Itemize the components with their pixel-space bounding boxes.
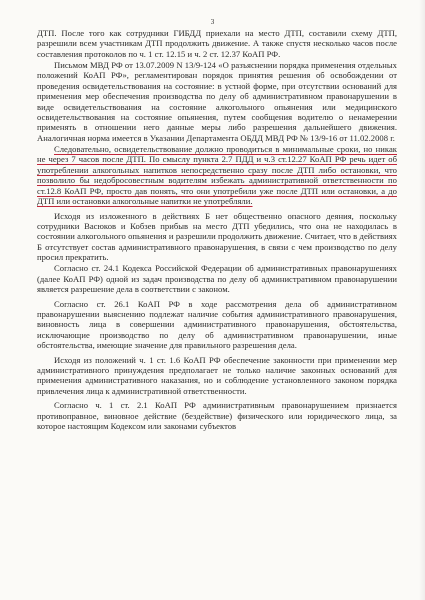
paragraph-2: Письмом МВД РФ от 13.07.2009 N 13/9-124 «О разъяснении порядка применения отдельных положений КоАП РФ», регламентирован порядок принятия решения об освобождении от проведения освидетельствования на состояние: в устной форме, при отсутствии оснований для применения мер обеспечения производства по делу об административном правонарушении в виде освидетельствования на состояние алкогольного опьянения или медицинского освидетельствования на состояние опьянения, путем сообщения водителю о ненамерении применять в отношении него данные меры либо разрешения дальнейшего движения. Аналогичная норма имеется в Указании Департамента ОБДД МВД РФ № 13/9-16 от 11.02.2008 г. bbox=[37, 60, 397, 143]
document-body bbox=[37, 28, 397, 432]
scan-shadow bbox=[419, 0, 425, 600]
paragraph-4: Исходя из изложенного в действиях Б нет общественно опасного деяния, поскольку сотрудники Васюков и Кобзев прибыв на место ДТП убедились, что она не находилась в состоянии алкогольного опьянения и разрешили продолжить движение. Считает, что в действиях Б отсутствует состав административного правонарушения, в связи с чем производство по делу просил прекратить. bbox=[37, 210, 397, 263]
paragraph-6: Согласно ст. 26.1 КоАП РФ в ходе рассмотрения дела об административном правонарушении выяснению подлежат наличие события административного правонарушения, виновность лица в совершении административного правонарушения, обстоятельства, исключающие производство по делу об административном правонарушении, иные обстоятельства, имеющие значение для правильного разрешения дела. bbox=[37, 298, 397, 351]
page-number: 3 bbox=[210, 18, 215, 26]
paragraph-8: Согласно ч. 1 ст. 2.1 КоАП РФ административным правонарушением признается противоправное, виновное действие (бездействие) физического или юридического лица, за которое настоящим Кодексом или законами субъектов bbox=[37, 400, 397, 432]
paragraph-3-underlined: Следовательно, освидетельствование должно проводиться в минимальные сроки, но никак не через 7 часов после ДТП. По смыслу пункта 2.7 ПДД и ч.3 ст.12.27 КоАП РФ речь идет об употреблении алкогольных напитков непосредственно сразу после ДТП либо остановки, что позволило бы недобросовестным водителям избежать административной ответственности по ст.12.8 КоАП РФ, просто дав понять, что они употребили уже после ДТП или остановки, а до ДТП или остановки алкогольные напитки не употребляли. bbox=[37, 144, 397, 207]
paragraph-5: Согласно ст. 24.1 Кодекса Российской Федерации об административных правонарушениях (далее КоАП РФ) одной из задач производства по делу об административном правонарушении является разрешение дела в соответствии с законом. bbox=[37, 263, 397, 295]
paragraph-1: ДТП. После того как сотрудники ГИБДД приехали на место ДТП, составили схему ДТП, разрешили всем участникам ДТП продолжить движение. А также спустя несколько часов после составления протоколов по ч. 1 ст. 12.15 и ч. 2 ст. 12.37 КоАП РФ. bbox=[37, 28, 397, 59]
paragraph-7: Исходя из положений ч. 1 ст. 1.6 КоАП РФ обеспечение законности при применении мер административного принуждения предполагает не только наличие законных оснований для применения административного наказания, но и соблюдение установленного законом порядка привлечения лица к административной ответственности. bbox=[37, 354, 397, 396]
